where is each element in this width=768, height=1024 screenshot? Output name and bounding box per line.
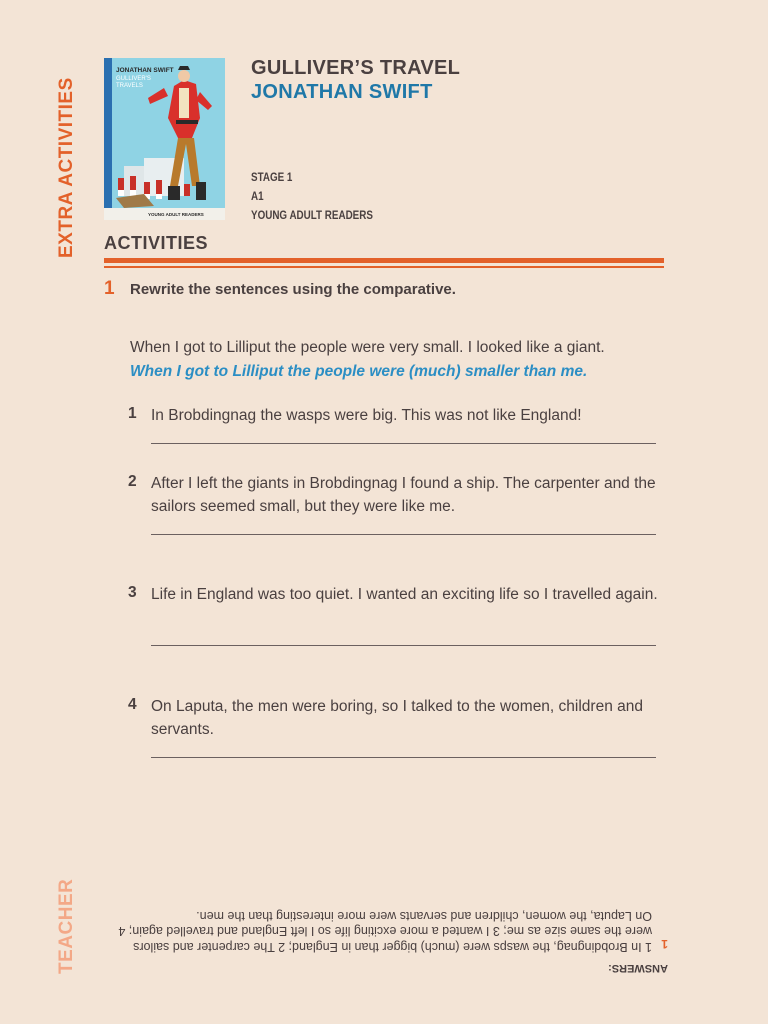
item-number: 3: [128, 584, 137, 601]
heading-rule-thick: [104, 258, 664, 263]
cover-title-line1: GULLIVER'S: [116, 76, 151, 82]
answers-label: ANSWERS:: [608, 962, 668, 974]
answers-number: 1: [661, 937, 668, 951]
task-instruction: Rewrite the sentences using the comparative.: [130, 281, 456, 298]
book-title: GULLIVER’S TRAVEL: [251, 57, 461, 79]
item-text: On Laputa, the men were boring, so I talked to the women, children and servants.: [151, 698, 643, 738]
item-text: After I left the giants in Brobdingnag I found a ship. The carpenter and the sailors seemed small, but they were like me.: [151, 475, 656, 515]
answer-line[interactable]: [151, 443, 656, 444]
task-number: 1: [104, 278, 115, 299]
answer-line[interactable]: [151, 645, 656, 646]
extra-activities-label: EXTRA ACTIVITIES: [56, 77, 77, 258]
teacher-label: TEACHER: [56, 878, 77, 974]
item-number: 2: [128, 473, 137, 490]
item-number: 4: [128, 696, 137, 713]
cover-title-line2: TRAVELS: [116, 83, 143, 89]
item-text: In Brobdingnag the wasps were big. This was not like England!: [151, 407, 582, 424]
answers-text: 1 In Brobdingnag, the wasps were (much) bigger than in England; 2 The carpenter and sailors were the same size as me; 3 I wanted a more exciting life so I left England and travelled again; 4 On Laputa, the women, children and servants were more interesting than the men.: [118, 909, 652, 954]
item-text: Life in England was too quiet. I wanted an exciting life so I travelled again.: [151, 586, 658, 603]
cover-imprint: YOUNG ADULT READERS: [148, 212, 204, 217]
answer-line[interactable]: [151, 534, 656, 535]
item-number: 1: [128, 405, 137, 422]
activities-heading: ACTIVITIES: [104, 233, 209, 253]
upside-down-answers: [112, 877, 668, 975]
example-answer: When I got to Lilliput the people were (much) smaller than me.: [130, 363, 588, 380]
heading-rule-thin: [104, 266, 664, 268]
example-sentence: When I got to Lilliput the people were very small. I looked like a giant.: [130, 339, 605, 356]
book-cover-image: [104, 58, 225, 220]
book-author: JONATHAN SWIFT: [251, 81, 433, 103]
stage-label: STAGE 1: [251, 170, 293, 184]
series-label: YOUNG ADULT READERS: [251, 208, 373, 222]
answer-line[interactable]: [151, 757, 656, 758]
cover-author: JONATHAN SWIFT: [116, 67, 174, 74]
level-label: A1: [251, 189, 264, 203]
